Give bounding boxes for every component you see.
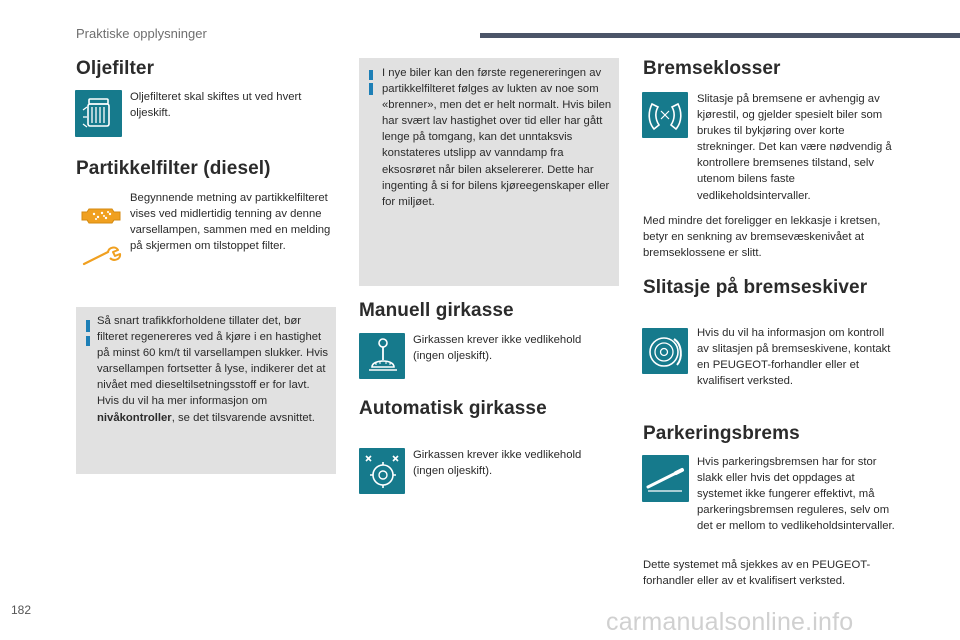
brake-pads-text: Slitasje på bremsene er avhengig av kjørestil, og gjelder spesielt biler som brukes til bykjøring over korte strekninger. Det kan være nødvendig å kontrollere bremsenes tilstand, selv utenom bilens faste vedlikeholdsintervaller. [697,93,892,202]
auto-gearbox-text: Girkassen krever ikke vedlikehold (ingen oljeskift). [413,449,582,478]
section-header: Praktiske opplysninger [76,26,207,41]
brake-discs-text: Hvis du vil ha informasjon om kontroll av slitasjen på bremseskivene, kontakt en PEUGEOT-forhandler eller et kvalifisert verksted. [697,327,891,388]
brake-disc-icon [642,328,688,374]
parking-brake-text: Hvis parkeringsbremsen har for stor slakk eller hvis det oppdages at systemet ikke fungerer effektivt, må parkeringsbremsen reguleres, selv om det er mellom to vedlikeholdsintervaller. [697,456,895,533]
parking-brake-icon [642,455,689,502]
parking-brake-title: Parkeringsbrems [643,423,800,444]
info-text-smell: I nye biler kan den første regenereringen av partikkelfilteret følges av lukten av noe som «brenner», men det er helt normalt. Hvis bilen har svært lav hastighet over tid eller har gått lenge på tomgang, kan det unntaksvis konstateres utslipp av vanndamp fra eksosrøret når bilen akselererer. Dette har ingenting å si for bilens kjøreegenskaper eller for miljøet. [382,67,612,208]
particle-filter-warning-icon [78,201,124,231]
manual-gearbox-title: Manuell girkasse [359,300,514,321]
auto-gearbox-title: Automatisk girkasse [359,398,547,419]
oilfilter-text: Oljefilteret skal skiftes ut ved hvert oljeskift. [130,91,302,120]
info-bar [369,83,373,95]
automatic-gearbox-icon [359,448,405,494]
brake-discs-title: Slitasje på bremseskiver [643,277,868,298]
info-text-part: , se det tilsvarende avsnittet. [171,411,315,424]
info-text-bold: nivåkontroller [97,411,172,424]
particle-filter-text: Begynnende metning av partikkelfilteret vises ved midlertidig tenning av denne varsellampen, sammen med en melding på skjermen om tilstoppet filter. [130,192,331,253]
brake-pads-title: Bremseklosser [643,58,781,79]
oil-filter-icon [75,90,122,137]
parking-brake-text2: Dette systemet må sjekkes av en PEUGEOT-forhandler eller av et kvalifisert verksted. [643,559,871,588]
oilfilter-title: Oljefilter [76,58,155,79]
info-bar [86,320,90,332]
particle-filter-title: Partikkelfilter (diesel) [76,158,271,179]
info-bar [369,70,373,80]
info-text-part: Så snart trafikkforholdene tillater det, bør filteret regenereres ved å kjøre i en hastighet på minst 60 km/t til varsellampen slukker. Hvis varsellampen fortsetter å lyse, indikerer det at nivået med dieseltilsetningsstoff er for lavt. Hvis du vil ha mer informasjon om [97,315,329,408]
wrench-icon [78,243,124,269]
info-bar [86,336,90,346]
brake-pads-text2: Med mindre det foreligger en lekkasje i kretsen, betyr en senkning av bremsevæskenivået at bremseklossene er slitt. [643,215,881,260]
header-bar [480,33,960,38]
manual-gearbox-text: Girkassen krever ikke vedlikehold (ingen oljeskift). [413,334,582,363]
info-text-regeneration [97,313,329,426]
watermark: carmanualsonline.info [606,608,854,636]
brake-pads-icon [642,92,688,138]
gear-lever-icon [359,333,405,379]
page-number: 182 [11,603,32,617]
